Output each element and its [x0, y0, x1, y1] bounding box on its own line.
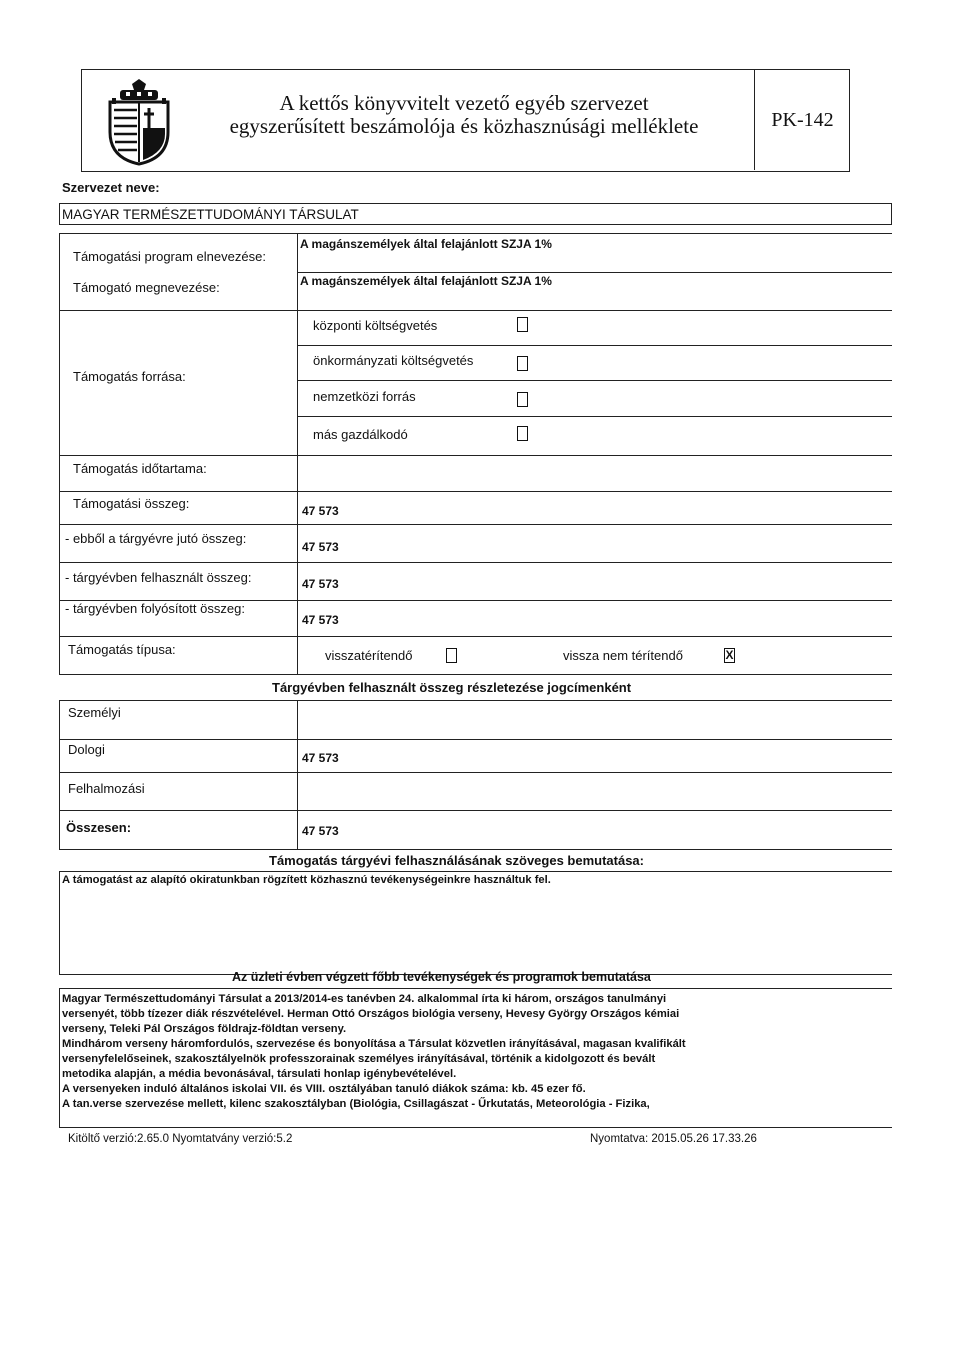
form-title-line1: A kettős könyvvitelt vezető egyéb szervezet	[279, 91, 649, 115]
amount-value-used[interactable]: 47 573	[302, 577, 339, 591]
coat-of-arms-icon	[102, 78, 176, 166]
row-line	[297, 416, 892, 417]
breakdown-frame	[59, 700, 892, 850]
amount-label-used: - tárgyévben felhasznált összeg:	[65, 570, 252, 585]
activities-line: Magyar Természettudományi Társulat a 2013/2014-es tanévben 24. alkalommal írta ki három, országos tanulmányi	[62, 993, 667, 1005]
source-other-checkbox[interactable]	[517, 426, 528, 441]
supporter-label: Támogató megnevezése:	[73, 280, 220, 295]
source-option-international: nemzetközi forrás	[313, 389, 416, 404]
source-central-checkbox[interactable]	[517, 317, 528, 332]
source-option-other: más gazdálkodó	[313, 427, 408, 442]
breakdown-label-capital: Felhalmozási	[68, 781, 145, 796]
row-line	[59, 810, 892, 811]
type-refundable-checkbox[interactable]	[446, 648, 457, 663]
row-line	[297, 380, 892, 381]
breakdown-label-personal: Személyi	[68, 705, 121, 720]
type-nonrefundable-label: vissza nem térítendő	[563, 648, 683, 663]
usage-frame[interactable]	[59, 871, 892, 975]
row-line	[59, 491, 892, 492]
row-line	[297, 345, 892, 346]
activities-line: verseny, Teleki Pál Országos földrajz-földtan verseny.	[62, 1023, 347, 1035]
source-option-central: központi költségvetés	[313, 318, 438, 333]
breakdown-label-material: Dologi	[68, 742, 105, 757]
org-name-field[interactable]	[59, 203, 892, 225]
activities-line: versenyfelelőseinek, szakosztályelnök professzorainak személyes irányításával, történik a kidolgozott és bevált	[62, 1053, 656, 1065]
program-label: Támogatási program elnevezése:	[73, 249, 266, 264]
form-title	[178, 92, 750, 138]
breakdown-heading: Tárgyévben felhasznált összeg részletezése jogcímenként	[272, 680, 632, 695]
source-label: Támogatás forrása:	[73, 369, 186, 384]
amount-value-paid[interactable]: 47 573	[302, 613, 339, 627]
row-line	[59, 562, 892, 563]
supporter-value[interactable]: A magánszemélyek által felajánlott SZJA 1%	[300, 274, 552, 288]
form-code: PK-142	[754, 70, 850, 170]
amount-label-paid: - tárgyévben folyósított összeg:	[65, 601, 245, 616]
row-line	[59, 310, 892, 311]
row-line	[59, 636, 892, 637]
source-local-checkbox[interactable]	[517, 356, 528, 371]
activities-line: versenyét, több tízezer diák részvételével. Herman Ottó Országos biológia verseny, Hevesy György Országos kémiai	[62, 1008, 680, 1020]
breakdown-value-material[interactable]: 47 573	[302, 751, 339, 765]
form-header	[81, 69, 850, 172]
program-value[interactable]: A magánszemélyek által felajánlott SZJA 1%	[300, 237, 552, 251]
amount-label-year: - ebből a tárgyévre jutó összeg:	[65, 531, 247, 546]
amount-value-year[interactable]: 47 573	[302, 540, 339, 554]
row-line	[59, 772, 892, 773]
type-nonrefundable-checkbox[interactable]: X	[725, 648, 734, 662]
activities-line: A versenyeken induló általános iskolai VII. és VIII. osztályában tanuló diákok száma: kb. 45 ezer fő.	[62, 1083, 586, 1095]
type-label: Támogatás típusa:	[68, 642, 176, 657]
source-option-local: önkormányzati költségvetés	[313, 353, 474, 368]
row-line	[59, 524, 892, 525]
breakdown-total-value[interactable]: 47 573	[302, 824, 339, 838]
breakdown-divider	[297, 700, 298, 850]
breakdown-total-label: Összesen:	[66, 820, 132, 835]
row-line	[297, 272, 892, 273]
activities-heading: Az üzleti évben végzett főbb tevékenységek és programok bemutatása	[232, 970, 651, 984]
amount-value-total[interactable]: 47 573	[302, 504, 339, 518]
activities-line: Mindhárom verseny háromfordulós, szervezése és bonyolítása a Társulat közvetlen irányításával, magasan kvalifikált	[62, 1038, 686, 1050]
footer-printed: Nyomtatva: 2015.05.26 17.33.26	[590, 1133, 757, 1145]
usage-text: A támogatást az alapító okiratunkban rögzített közhasznú tevékenységeinkre használtuk fel.	[62, 874, 551, 886]
org-name: MAGYAR TERMÉSZETTUDOMÁNYI TÁRSULAT	[62, 207, 359, 222]
row-line	[59, 455, 892, 456]
form-title-line2: egyszerűsített beszámolója és közhasznúsági melléklete	[229, 114, 699, 138]
activities-line: A tan.verse szervezése mellett, kilenc szakosztályban (Biológia, Csillagászat - Űrkutatás, Meteorológia - Fizika,	[62, 1098, 650, 1110]
org-label: Szervezet neve:	[62, 180, 160, 195]
source-international-checkbox[interactable]	[517, 392, 528, 407]
activities-line: metodika alapján, a média bevonásával, társulati honlap igénybevételével.	[62, 1068, 457, 1080]
row-line	[59, 739, 892, 740]
amount-label-total: Támogatási összeg:	[73, 496, 190, 511]
duration-label: Támogatás időtartama:	[73, 461, 207, 476]
column-divider	[297, 233, 298, 675]
usage-heading: Támogatás tárgyévi felhasználásának szöveges bemutatása:	[269, 853, 644, 868]
footer-version: Kitöltő verzió:2.65.0 Nyomtatvány verzió:5.2	[68, 1133, 293, 1145]
type-refundable-label: visszatérítendő	[325, 648, 413, 663]
